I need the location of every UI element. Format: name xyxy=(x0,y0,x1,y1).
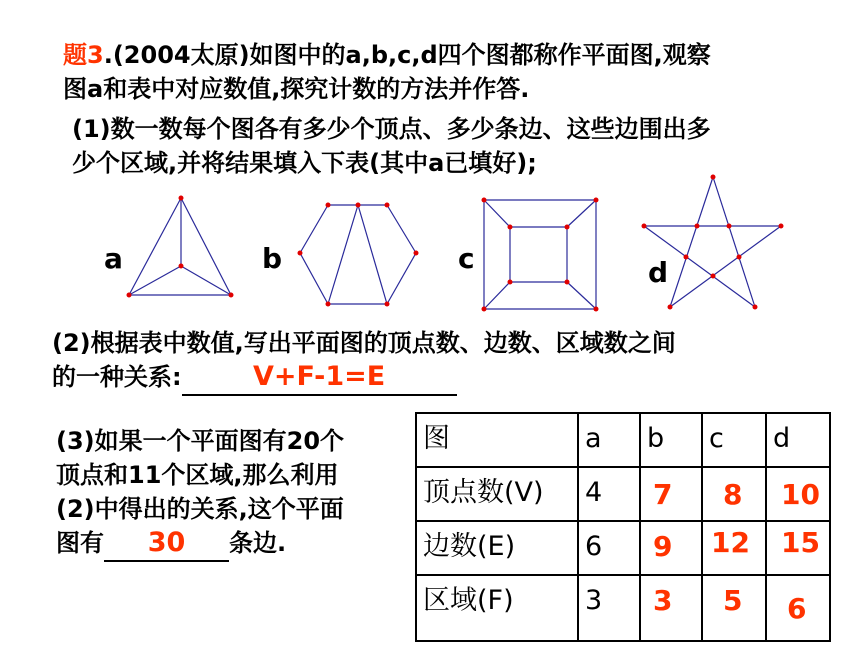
q2-answer-blank xyxy=(182,360,457,396)
figure-d xyxy=(642,175,784,310)
answer-value: 6 xyxy=(787,592,807,625)
q1-line-1: (1)数一数每个图各有多少个顶点、多少条边、这些边围出多 xyxy=(72,115,711,143)
q3-line-4-prefix: 图有 xyxy=(56,529,104,557)
figure-c xyxy=(482,198,599,312)
cell-a-value: 4 xyxy=(578,467,640,521)
answer-value: 5 xyxy=(723,584,743,617)
row-label: 顶点数(V) xyxy=(416,467,578,521)
q3-line-4-suffix: 条边. xyxy=(229,529,287,557)
q3-line-4 xyxy=(56,526,286,562)
answer-cell xyxy=(640,521,702,575)
answer-cell xyxy=(640,467,702,521)
answer-value: 7 xyxy=(653,478,673,511)
answer-cell xyxy=(766,467,830,521)
figure-b-label: b xyxy=(262,242,283,275)
q1-line-2: 少个区域,并将结果填入下表(其中a已填好); xyxy=(72,149,537,177)
q2-line-2-prefix: 的一种关系: xyxy=(52,363,182,391)
answer-cell xyxy=(702,575,766,641)
table-header-cell: a xyxy=(578,413,640,467)
answer-cell xyxy=(766,575,830,641)
q3-line-3: (2)中得出的关系,这个平面 xyxy=(56,495,344,523)
table-row xyxy=(416,467,830,521)
answer-cell xyxy=(640,575,702,641)
row-label: 区域(F) xyxy=(416,575,578,641)
q3-answer: 30 xyxy=(147,527,186,558)
q3-answer-blank xyxy=(104,526,229,562)
answer-value: 8 xyxy=(723,478,743,511)
figure-c-label: c xyxy=(458,242,475,275)
title-line-1-text: .(2004太原)如图中的a,b,c,d四个图都称作平面图,观察 xyxy=(103,41,711,69)
q3-line-2: 顶点和11个区域,那么利用 xyxy=(56,461,339,489)
q2-line-2 xyxy=(52,360,457,396)
answer-value: 15 xyxy=(781,526,820,559)
figure-b xyxy=(298,203,419,307)
row-label: 边数(E) xyxy=(416,521,578,575)
answer-cell xyxy=(702,467,766,521)
q3-line-1: (3)如果一个平面图有20个 xyxy=(56,427,345,455)
answer-cell xyxy=(766,521,830,575)
figure-d-label: d xyxy=(648,256,669,289)
cell-a-value: 6 xyxy=(578,521,640,575)
cell-a-value: 3 xyxy=(578,575,640,641)
answer-value: 12 xyxy=(711,526,750,559)
figure-a xyxy=(127,196,234,298)
table-header-cell: b xyxy=(640,413,702,467)
table-row xyxy=(416,575,830,641)
title-prefix: 题3 xyxy=(63,41,104,69)
data-table xyxy=(415,412,831,642)
q2-line-1: (2)根据表中数值,写出平面图的顶点数、边数、区域数之间 xyxy=(52,329,676,357)
table-header-cell: d xyxy=(766,413,830,467)
answer-value: 9 xyxy=(653,530,673,563)
title-line-2: 图a和表中对应数值,探究计数的方法并作答. xyxy=(63,75,530,103)
table-row xyxy=(416,521,830,575)
answer-value: 3 xyxy=(653,584,673,617)
table-header-cell: c xyxy=(702,413,766,467)
figure-a-label: a xyxy=(104,242,123,275)
table-header-cell: 图 xyxy=(416,413,578,467)
table-header-row xyxy=(416,413,830,467)
answer-cell xyxy=(702,521,766,575)
answer-value: 10 xyxy=(781,478,820,511)
q2-answer: V+F-1=E xyxy=(253,361,386,392)
